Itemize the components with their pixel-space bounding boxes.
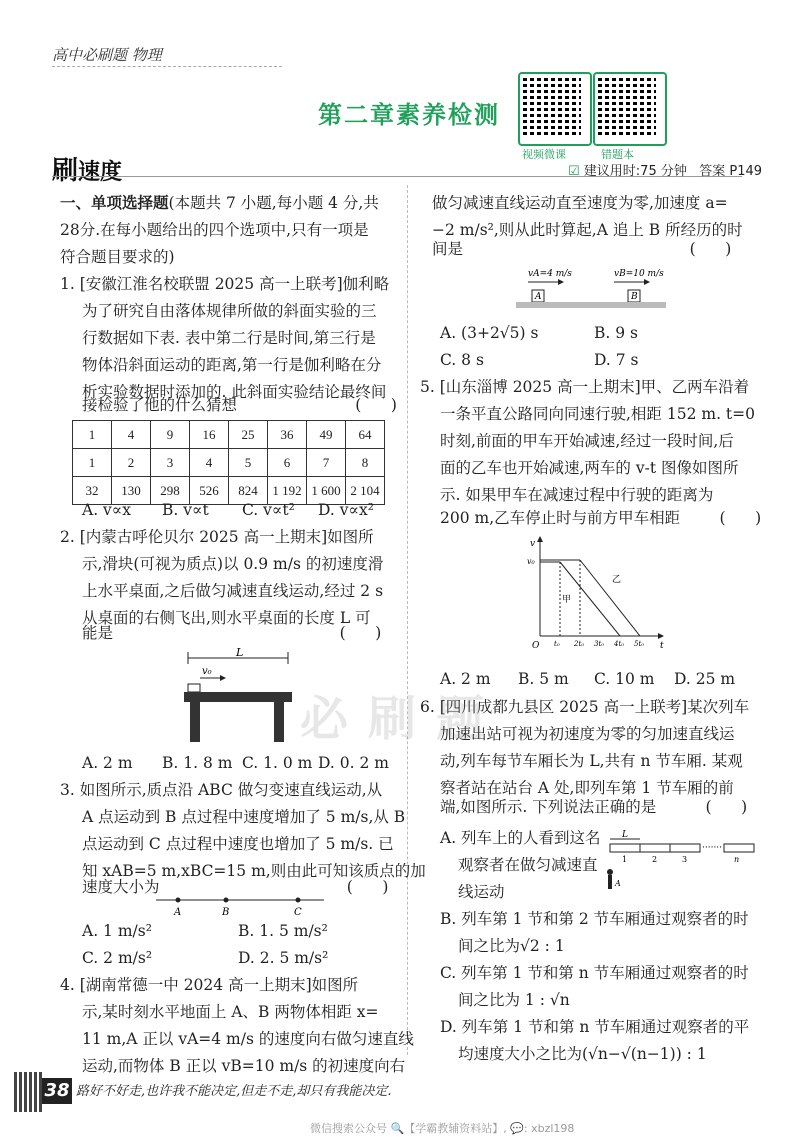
- q4-line: 11 m,A 正以 vA=4 m/s 的速度向右做匀速直线: [82, 1030, 414, 1048]
- q5-line: 时刻,前面的甲车开始减速,经过一段时间,后: [440, 432, 734, 450]
- time-label: 建议用时:75 分钟: [583, 164, 687, 179]
- q2-line: 2. [内蒙古呼伦贝尔 2025 高一上期末]如图所: [60, 528, 374, 546]
- point-label: B: [222, 907, 230, 918]
- q1-option-a[interactable]: A. v∝x: [82, 501, 132, 519]
- table-cell: 298: [151, 477, 190, 505]
- table-cell: 824: [229, 477, 268, 505]
- q5-option-d[interactable]: D. 25 m: [674, 670, 736, 688]
- table-cell: 1 600: [307, 477, 346, 505]
- q2-option-c[interactable]: C. 1. 0 m: [242, 754, 313, 772]
- q2-line: 从桌面的右侧飞出,则水平桌面的长度 L 可: [82, 609, 371, 627]
- badge-char: 刷: [52, 156, 79, 186]
- table-row: [73, 449, 385, 477]
- q4-option-a[interactable]: A. (3+2√5) s: [440, 324, 539, 342]
- q3-line: 3. 如图所示,质点沿 ABC 做匀变速直线运动,从: [60, 781, 383, 799]
- ellipsis: ·······: [702, 843, 723, 853]
- table-cell: 130: [112, 477, 151, 505]
- qr-video-label: 视频微课: [522, 148, 566, 161]
- tick-label: 5t₀: [634, 640, 645, 648]
- table-cell: 526: [190, 477, 229, 505]
- q6-option-c[interactable]: C. 列车第 1 节和第 n 节车厢通过观察者的时: [440, 964, 749, 982]
- part-desc-3: 符合题目要求的): [60, 248, 175, 266]
- q2-option-a[interactable]: A. 2 m: [82, 754, 133, 772]
- q5-line-last: 200 m,乙车停止时与前方甲车相距 ( ): [440, 509, 762, 527]
- table-cell: 9: [151, 421, 190, 449]
- answer-ref: 答案 P149: [699, 164, 763, 179]
- q6-line: 加速出站可视为初速度为零的匀加速直线运: [440, 725, 735, 743]
- tabletop: [184, 692, 292, 702]
- q3-option-b[interactable]: B. 1. 5 m/s²: [238, 922, 328, 940]
- column-divider: [407, 185, 408, 1055]
- car-label: 1: [622, 855, 628, 864]
- q5-vt-graph: [526, 536, 666, 652]
- table-leg: [190, 702, 200, 742]
- q3-line: 知 xAB=5 m,xBC=15 m,则由此可知该质点的加: [82, 862, 426, 880]
- table-cell: 25: [229, 421, 268, 449]
- q4-line: 示,某时刻水平地面上 A、B 两物体相距 x=: [82, 1003, 379, 1021]
- tick-label: 2t₀: [574, 640, 585, 648]
- check-icon: ☑: [568, 164, 580, 179]
- table-leg: [274, 702, 284, 742]
- q5-option-a[interactable]: A. 2 m: [440, 670, 491, 688]
- t-axis-label: t: [660, 641, 664, 651]
- ground: [516, 302, 666, 308]
- block-a-label: A: [535, 292, 542, 302]
- table-cell: 64: [346, 421, 385, 449]
- q1-option-b[interactable]: B. v∝t: [162, 501, 209, 519]
- q1-line: 物体沿斜面运动的距离,第一行是伽利略在分: [82, 356, 382, 374]
- q3-option-d[interactable]: D. 2. 5 m/s²: [238, 949, 329, 967]
- header-rule: [52, 66, 282, 67]
- table-cell: 1: [73, 449, 112, 477]
- table-cell: 1: [73, 421, 112, 449]
- q4-figure: [510, 264, 670, 314]
- q1-line-last: 接检验了他的什么猜想 ( ): [82, 396, 397, 414]
- train-car: [724, 844, 754, 852]
- jia-label: 甲: [562, 595, 572, 605]
- tick-label: 3t₀: [594, 640, 605, 648]
- part-desc-2: 28分.在每小题给出的四个选项中,只有一项是: [60, 221, 369, 239]
- observer-label: A: [615, 879, 621, 888]
- fig-l-label: L: [622, 830, 628, 840]
- train-car: [640, 844, 670, 852]
- origin-label: O: [532, 641, 540, 651]
- table-cell: 16: [190, 421, 229, 449]
- q2-option-d[interactable]: D. 0. 2 m: [318, 754, 389, 772]
- car-label: 2: [652, 855, 658, 864]
- point-label: C: [294, 907, 302, 918]
- table-cell: 4: [112, 421, 151, 449]
- car-label: 3: [682, 855, 688, 864]
- q4-option-c[interactable]: C. 8 s: [440, 351, 484, 369]
- train-car: [610, 844, 640, 852]
- yi-label: 乙: [612, 575, 622, 585]
- q4-line: 4. [湖南常德一中 2024 高一上期末]如图所: [60, 976, 359, 994]
- q3-line: 点运动到 C 点过程中速度也增加了 5 m/s. 已: [82, 835, 394, 853]
- fig-l-label: L: [236, 648, 244, 659]
- badge-label: 速度: [78, 160, 123, 185]
- qr-code-icon: [598, 77, 656, 135]
- q6-line: 察者站在站台 A 处,即列车第 1 节车厢的前: [440, 779, 734, 797]
- tick-label: t₀: [554, 640, 560, 648]
- tick-label: 4t₀: [614, 640, 625, 648]
- table-cell: 2: [112, 449, 151, 477]
- q4-line: −2 m/s²,则从此时算起,A 追上 B 所经历的时: [432, 221, 743, 239]
- q2-line: 上水平桌面,之后做匀减速直线运动,经过 2 s: [82, 582, 384, 600]
- q5-line: 面的乙车也开始减速,两车的 v-t 图像如图所: [440, 459, 739, 477]
- block-b-label: B: [631, 292, 638, 302]
- q5-option-c[interactable]: C. 10 m: [594, 670, 655, 688]
- table-cell: 1 192: [268, 477, 307, 505]
- q2-option-b[interactable]: B. 1. 8 m: [162, 754, 233, 772]
- q4-option-d[interactable]: D. 7 s: [594, 351, 639, 369]
- table-cell: 6: [268, 449, 307, 477]
- q3-option-c[interactable]: C. 2 m/s²: [82, 949, 153, 967]
- qr-code-icon: [523, 77, 581, 135]
- v-axis-label: v: [530, 539, 536, 549]
- q3-line: A 点运动到 B 点过程中速度增加了 5 m/s,从 B: [82, 808, 406, 826]
- q6-option-a-cont: 线运动: [458, 883, 505, 901]
- q6-option-a-cont: 观察者在做匀减速直: [458, 856, 598, 874]
- q1-option-d[interactable]: D. v∝x²: [318, 501, 374, 519]
- q3-figure: [150, 890, 330, 918]
- q6-line: 6. [四川成都九县区 2025 高一上联考]某次列车: [420, 698, 750, 716]
- q4-option-b[interactable]: B. 9 s: [594, 324, 638, 342]
- brand-watermark: 必刷题: [300, 691, 505, 747]
- qr-video[interactable]: [518, 72, 592, 162]
- table-cell: 49: [307, 421, 346, 449]
- table-row: [73, 421, 385, 449]
- slider-block: [188, 684, 200, 692]
- q2-line: 示,滑块(可视为质点)以 0.9 m/s 的初速度滑: [82, 555, 384, 573]
- book-title: 高中必刷题 物理: [52, 46, 162, 64]
- q1-option-c[interactable]: C. v∝t²: [242, 501, 295, 519]
- q1-line: 行数据如下表. 表中第二行是时间,第三行是: [82, 329, 376, 347]
- q6-option-d[interactable]: D. 列车第 1 节和第 n 节车厢通过观察者的平: [440, 1018, 750, 1036]
- table-cell: 5: [229, 449, 268, 477]
- q1-line: 1. [安徽江淮名校联盟 2025 高一上联考]伽利略: [60, 275, 390, 293]
- footer-pattern: [14, 1072, 42, 1112]
- q6-train-figure: [600, 828, 760, 898]
- time-info: [568, 160, 762, 179]
- part-title: 一、单项选择题: [60, 194, 169, 212]
- q5-line: 示. 如果甲车在减速过程中行驶的距离为: [440, 486, 714, 504]
- q6-option-b[interactable]: B. 列车第 1 节和第 2 节车厢通过观察者的时: [440, 910, 749, 928]
- car-label: n: [734, 855, 740, 864]
- fig-v0-label: v₀: [202, 666, 212, 677]
- q5-line: 5. [山东淄博 2025 高一上期末]甲、乙两车沿着: [420, 378, 750, 396]
- table-cell: 32: [73, 477, 112, 505]
- q6-option-b-cont: 间之比为√2 : 1: [458, 937, 565, 955]
- q1-data-table: [72, 420, 385, 505]
- q4-line-last: 间是 ( ): [432, 240, 732, 258]
- q1-line: 析实验数据时添加的. 此斜面实验结论最终间: [82, 383, 387, 401]
- q1-line: 为了研究自由落体规律所做的斜面实验的三: [82, 302, 377, 320]
- footer-motto: 路好不好走,也许我不能决定,但走不走,却只有我能决定.: [76, 1084, 392, 1099]
- point-label: A: [174, 907, 182, 918]
- observer-icon: [607, 869, 613, 875]
- q6-option-a[interactable]: A. 列车上的人看到这名: [440, 829, 601, 847]
- q5-line: 一条平直公路同向同速行驶,相距 152 m. t=0: [440, 405, 755, 423]
- table-cell: 8: [346, 449, 385, 477]
- qr-mistakes-label: 错题本: [601, 148, 634, 161]
- part-desc: (本题共 7 小题,每小题 4 分,共: [168, 194, 379, 212]
- q3-line-last: 速度大小为 ( ): [82, 878, 389, 896]
- q6-option-c-cont: 间之比为 1 : √n: [458, 991, 570, 1009]
- q2-table-figure: [180, 648, 300, 748]
- q4-line: 运动,而物体 B 正以 vB=10 m/s 的初速度向右: [82, 1057, 406, 1075]
- footer-watermark: 微信搜索公众号 🔍【学霸教辅资料站】, 💬: xbzl198: [310, 1122, 575, 1135]
- page-number: 38: [42, 1078, 72, 1104]
- q5-option-b[interactable]: B. 5 m: [518, 670, 569, 688]
- qr-mistakes[interactable]: [593, 72, 667, 162]
- q3-option-a[interactable]: A. 1 m/s²: [82, 922, 152, 940]
- section-badge: [52, 150, 122, 187]
- table-cell: 7: [307, 449, 346, 477]
- fig-vb-label: vB=10 m/s: [614, 269, 664, 279]
- q2-line-last: 能是 ( ): [82, 624, 382, 642]
- part-heading: [60, 190, 379, 217]
- fig-va-label: vA=4 m/s: [528, 269, 572, 279]
- table-cell: 2 104: [346, 477, 385, 505]
- train-car: [670, 844, 700, 852]
- q6-option-d-cont: 均速度大小之比为(√n−√(n−1)) : 1: [458, 1045, 707, 1063]
- table-cell: 36: [268, 421, 307, 449]
- v0-label: v₀: [527, 557, 535, 566]
- q4-line: 做匀减速直线运动直至速度为零,加速度 a=: [432, 194, 728, 212]
- table-cell: 4: [190, 449, 229, 477]
- chapter-title: 第二章素养检测: [318, 101, 500, 129]
- q6-line: 动,列车每节车厢长为 L,共有 n 节车厢. 某观: [440, 752, 743, 770]
- table-cell: 3: [151, 449, 190, 477]
- q6-line-last: 端,如图所示. 下列说法正确的是 ( ): [440, 798, 748, 816]
